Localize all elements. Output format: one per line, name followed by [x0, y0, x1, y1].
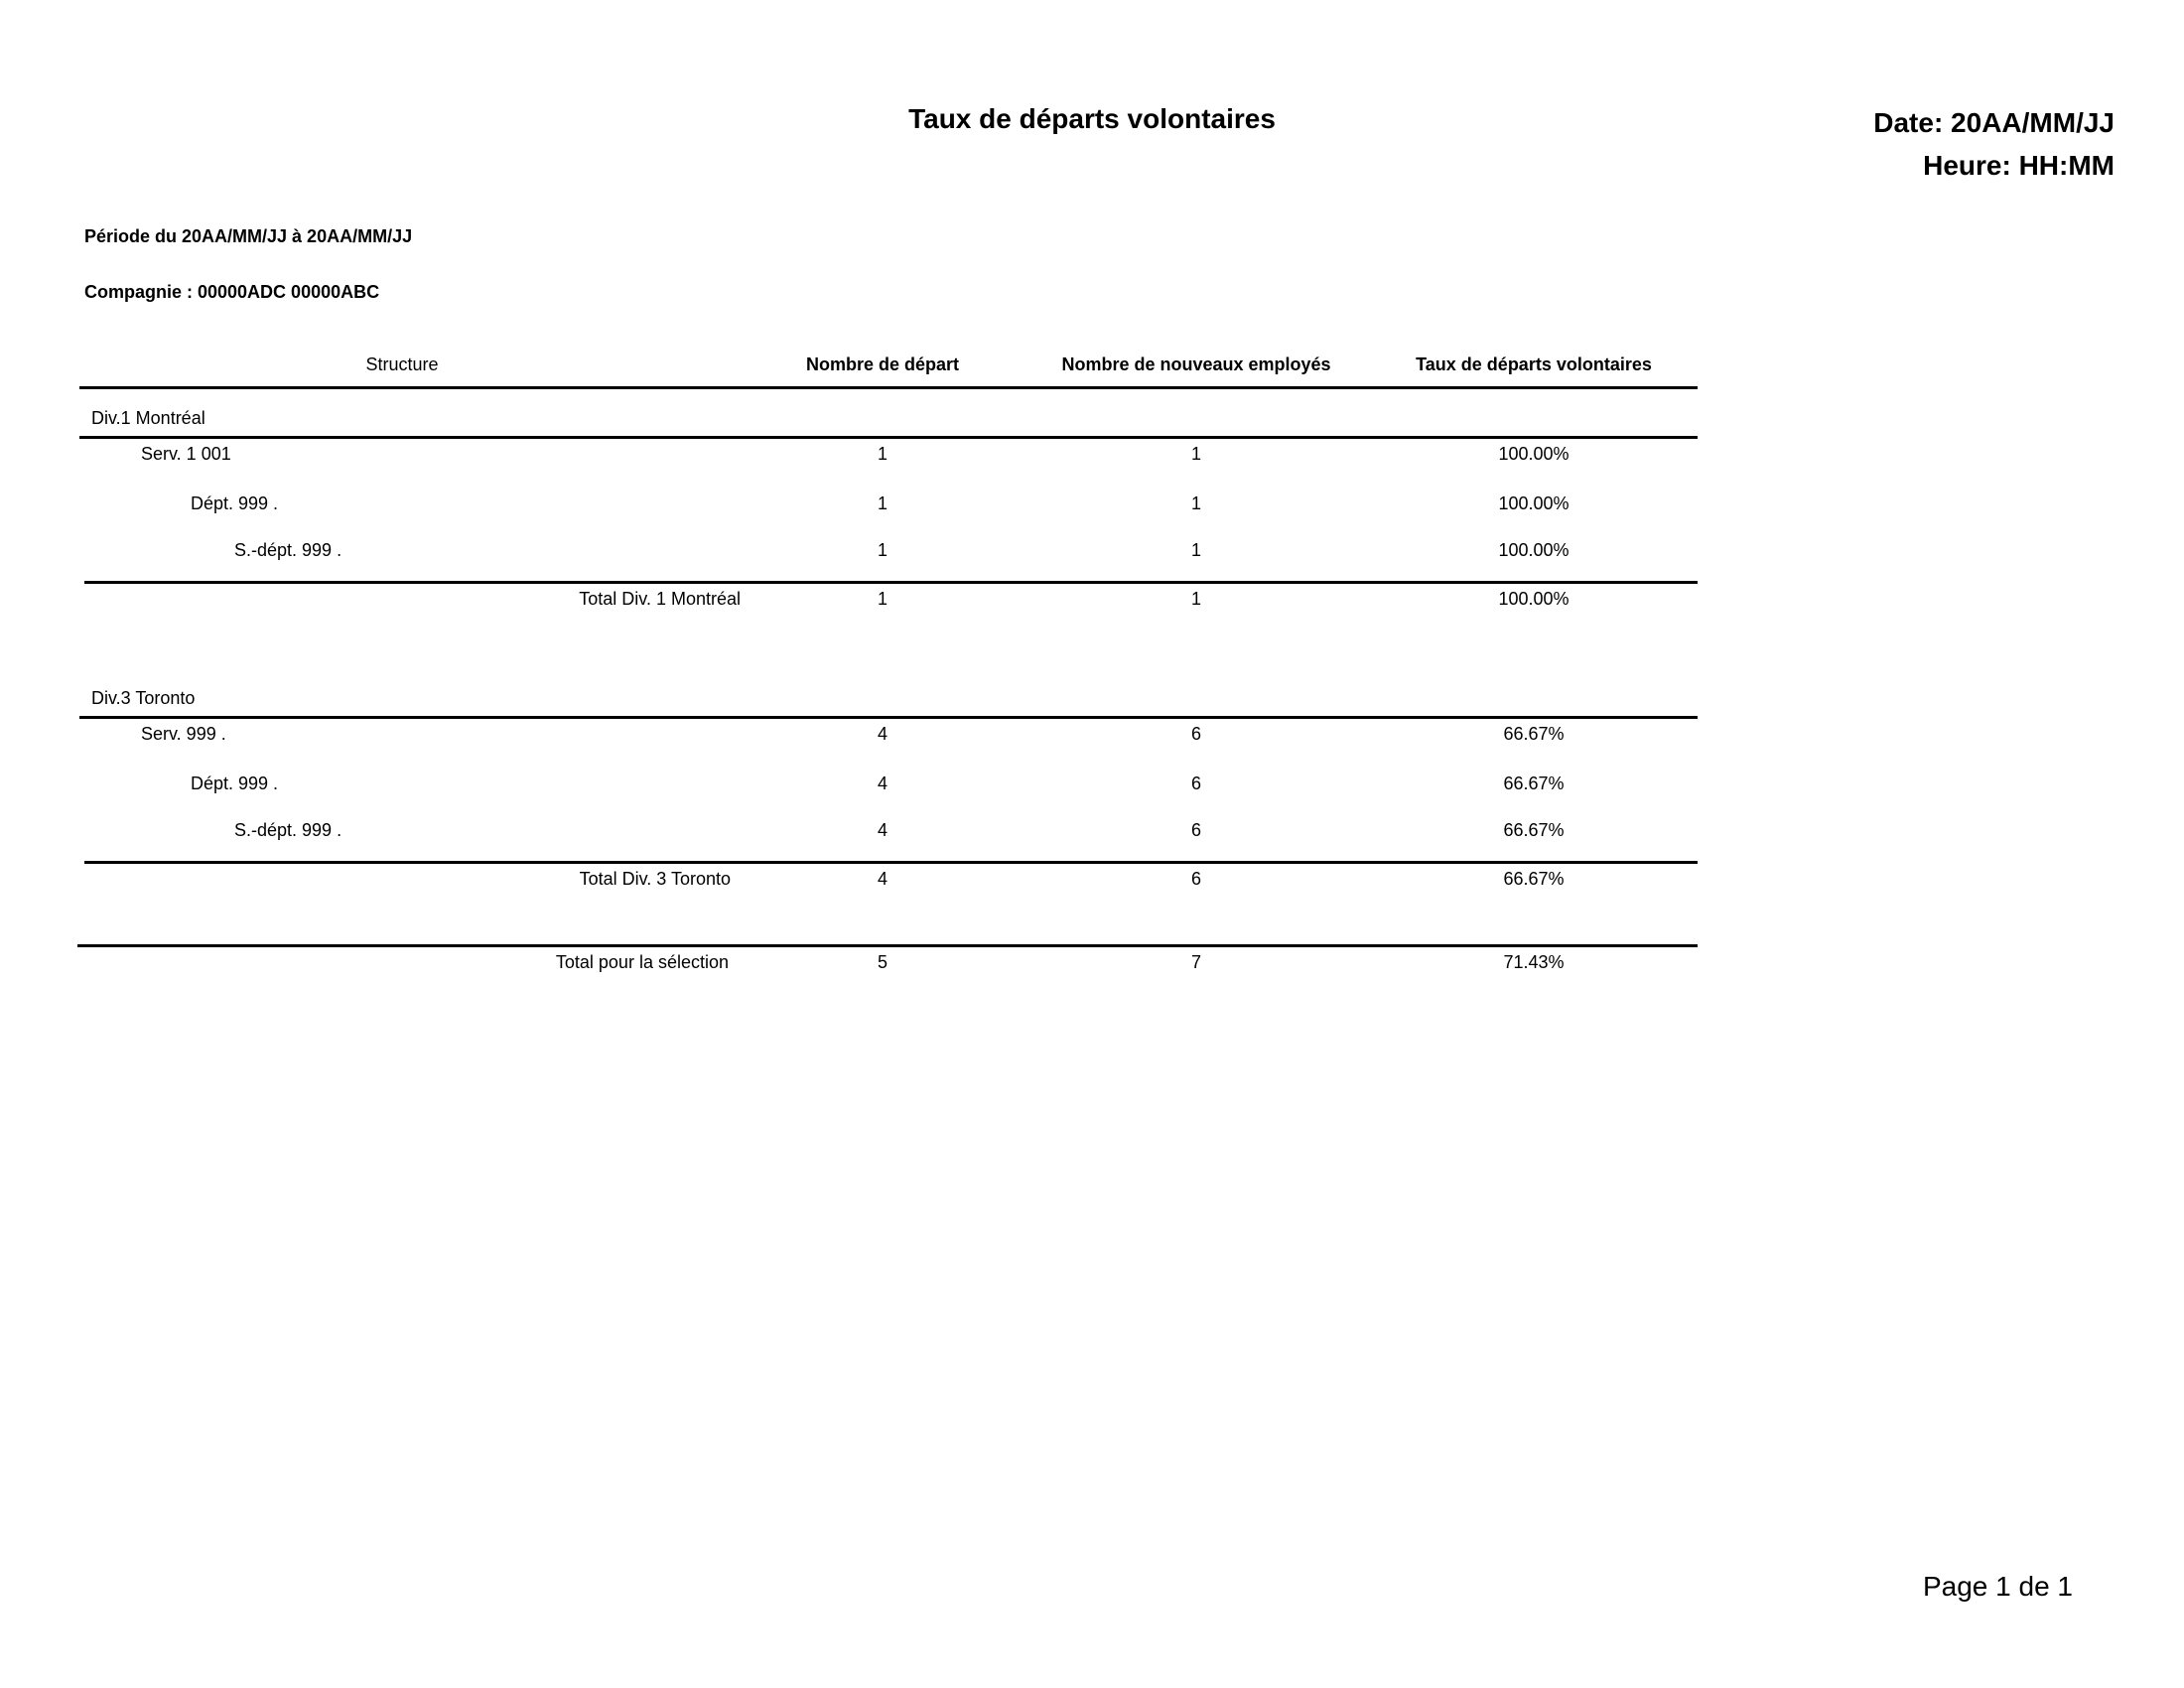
group-name: Div.1 Montréal — [91, 408, 205, 428]
header-rate: Taux de départs volontaires — [1416, 354, 1652, 374]
total-new-employees: 1 — [1190, 589, 1201, 609]
report-company: Compagnie : 00000ADC 00000ABC — [84, 282, 380, 302]
row-rate: 66.67% — [1503, 820, 1565, 840]
row-label: Serv. 999 . — [141, 724, 226, 744]
row-new-employees: 6 — [1190, 724, 1201, 744]
total-departures: 4 — [877, 869, 887, 889]
group-name: Div.3 Toronto — [91, 688, 196, 708]
group-rule — [79, 716, 1698, 719]
header-structure: Structure — [365, 354, 439, 374]
row-new-employees: 1 — [1190, 444, 1201, 464]
row-label: Serv. 1 001 — [141, 444, 231, 464]
row-rate: 66.67% — [1503, 724, 1565, 744]
report-period: Période du 20AA/MM/JJ à 20AA/MM/JJ — [84, 226, 413, 246]
total-new-employees: 6 — [1190, 869, 1201, 889]
row-departures: 1 — [877, 493, 887, 513]
total-rate: 66.67% — [1503, 869, 1565, 889]
subtotal-rule — [84, 861, 1698, 864]
subtotal-rule — [84, 581, 1698, 584]
grand-total-departures: 5 — [877, 952, 887, 972]
report-time: Heure: HH:MM — [1923, 150, 2115, 181]
row-departures: 4 — [877, 774, 887, 793]
grand-total-rate: 71.43% — [1503, 952, 1565, 972]
row-new-employees: 6 — [1190, 820, 1201, 840]
header-rule — [79, 386, 1698, 389]
page-number: Page 1 de 1 — [1922, 1571, 2073, 1602]
row-rate: 100.00% — [1498, 493, 1570, 513]
row-rate: 100.00% — [1498, 540, 1570, 560]
header-departures: Nombre de départ — [805, 354, 960, 374]
grand-total-rule — [77, 944, 1698, 947]
row-departures: 4 — [877, 820, 887, 840]
row-new-employees: 6 — [1190, 774, 1201, 793]
total-label: Total Div. 3 Toronto — [579, 869, 731, 889]
row-label: S.-dépt. 999 . — [234, 820, 342, 840]
row-rate: 66.67% — [1503, 774, 1565, 793]
header-new-employees: Nombre de nouveaux employés — [1061, 354, 1331, 374]
report-title: Taux de départs volontaires — [908, 103, 1276, 134]
row-new-employees: 1 — [1190, 540, 1201, 560]
row-departures: 1 — [877, 540, 887, 560]
row-departures: 1 — [877, 444, 887, 464]
row-label: S.-dépt. 999 . — [234, 540, 342, 560]
report-date: Date: 20AA/MM/JJ — [1873, 107, 2115, 138]
group-rule — [79, 436, 1698, 439]
grand-total-new-employees: 7 — [1190, 952, 1201, 972]
row-label: Dépt. 999 . — [191, 493, 279, 513]
row-new-employees: 1 — [1190, 493, 1201, 513]
row-departures: 4 — [877, 724, 887, 744]
total-rate: 100.00% — [1498, 589, 1570, 609]
total-label: Total Div. 1 Montréal — [579, 589, 741, 609]
row-label: Dépt. 999 . — [191, 774, 279, 793]
total-departures: 1 — [877, 589, 887, 609]
row-rate: 100.00% — [1498, 444, 1570, 464]
grand-total-label: Total pour la sélection — [555, 952, 729, 972]
